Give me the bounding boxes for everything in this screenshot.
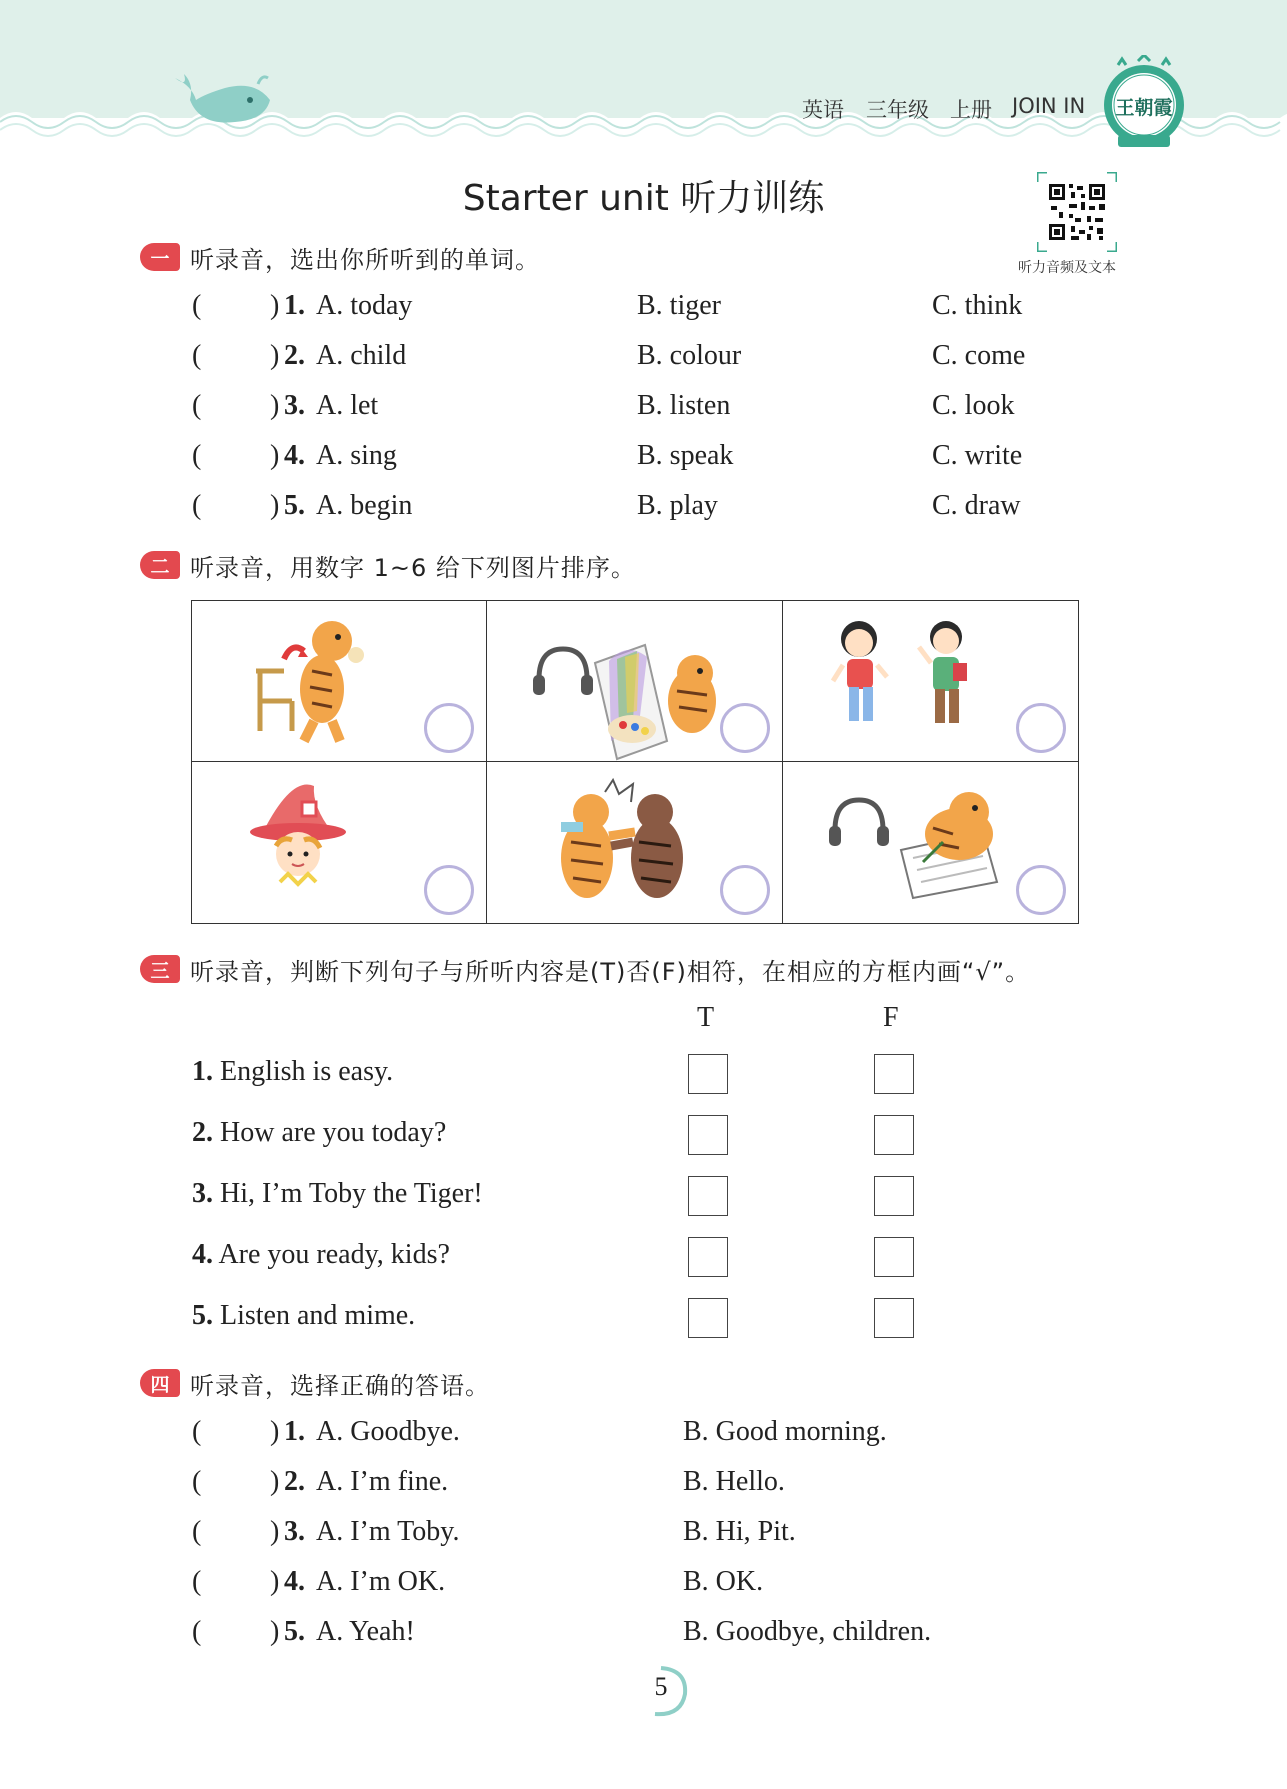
question-number: 5.: [284, 490, 305, 521]
section-1-badge: 一: [140, 243, 180, 271]
statement-number: 5.: [192, 1300, 213, 1331]
option-a: A. Yeah!: [316, 1616, 415, 1647]
option-c: C. look: [932, 390, 1015, 421]
section-2-badge: 二: [140, 551, 180, 579]
option-a: A. let: [316, 390, 379, 421]
option-a: A. today: [316, 290, 413, 321]
true-column-header: T: [697, 1002, 715, 1033]
whale-icon: [170, 70, 280, 135]
option-b: B. tiger: [637, 290, 721, 321]
option-a: A. sing: [316, 440, 397, 471]
order-answer-circle[interactable]: [424, 865, 474, 915]
children-greeting-picture: [783, 601, 1078, 762]
answer-blank-close: ): [270, 490, 280, 521]
question-number: 1.: [284, 1416, 305, 1447]
grade-label: 三年级: [866, 98, 929, 122]
tiger-paint-picture: [487, 601, 782, 762]
answer-blank-close: ): [270, 1616, 280, 1647]
svg-text:王朝霞: 王朝霞: [1115, 97, 1173, 119]
option-c: C. write: [932, 440, 1023, 471]
section-4-instruction: 听录音，选择正确的答语。: [190, 1371, 490, 1400]
qr-caption: 听力音频及文本: [1018, 260, 1116, 276]
section-2-instruction: 听录音，用数字 1~6 给下列图片排序。: [190, 553, 636, 582]
true-checkbox[interactable]: [688, 1298, 728, 1338]
tf-statement-1: [192, 1056, 393, 1088]
option-b: B. Goodbye, children.: [683, 1616, 932, 1647]
order-answer-circle[interactable]: [720, 865, 770, 915]
false-checkbox[interactable]: [874, 1176, 914, 1216]
section-3-header: [140, 952, 1030, 986]
option-b: B. Hello.: [683, 1466, 785, 1497]
option-b: B. Hi, Pit.: [683, 1516, 796, 1547]
answer-blank-close: ): [270, 390, 280, 421]
question-number: 5.: [284, 1616, 305, 1647]
option-c: C. think: [932, 290, 1023, 321]
page-title: Starter unit 听力训练: [462, 178, 825, 219]
true-checkbox[interactable]: [688, 1237, 728, 1277]
tigers-fighting-picture: [487, 762, 782, 923]
option-b: B. OK.: [683, 1566, 764, 1597]
question-number: 3.: [284, 390, 305, 421]
answer-blank-open[interactable]: (: [192, 490, 202, 521]
false-column-header: F: [883, 1002, 899, 1033]
option-c: C. draw: [932, 490, 1021, 521]
statement-text: English is easy.: [213, 1056, 394, 1087]
answer-blank-open[interactable]: (: [192, 1466, 202, 1497]
option-a: A. I’m fine.: [316, 1466, 449, 1497]
option-b: B. colour: [637, 340, 742, 371]
answer-blank-close: ): [270, 290, 280, 321]
false-checkbox[interactable]: [874, 1115, 914, 1155]
option-a: A. I’m Toby.: [316, 1516, 460, 1547]
option-b: B. Good morning.: [683, 1416, 887, 1447]
volume-label: 上册: [950, 98, 992, 122]
statement-text: Are you ready, kids?: [213, 1239, 450, 1270]
true-checkbox[interactable]: [688, 1176, 728, 1216]
order-answer-circle[interactable]: [1016, 703, 1066, 753]
question-number: 2.: [284, 340, 305, 371]
answer-blank-close: ): [270, 440, 280, 471]
statement-text: How are you today?: [213, 1117, 447, 1148]
option-a: A. Goodbye.: [316, 1416, 460, 1447]
true-checkbox[interactable]: [688, 1115, 728, 1155]
option-a: A. begin: [316, 490, 413, 521]
order-answer-circle[interactable]: [720, 703, 770, 753]
false-checkbox[interactable]: [874, 1298, 914, 1338]
picture-grid: [191, 600, 1079, 924]
tiger-stand-up-picture: [192, 601, 487, 762]
statement-number: 4.: [192, 1239, 213, 1270]
series-label: JOIN IN: [1012, 94, 1086, 118]
option-c: C. come: [932, 340, 1026, 371]
tf-statement-5: [192, 1300, 415, 1332]
subject-label: 英语: [802, 98, 844, 122]
option-b: B. play: [637, 490, 718, 521]
section-3-instruction: 听录音，判断下列句子与所听内容是(T)否(F)相符，在相应的方框内画“√”。: [190, 957, 1031, 986]
tf-statement-2: [192, 1117, 446, 1149]
order-answer-circle[interactable]: [1016, 865, 1066, 915]
answer-blank-open[interactable]: (: [192, 1616, 202, 1647]
statement-number: 3.: [192, 1178, 213, 1209]
false-checkbox[interactable]: [874, 1054, 914, 1094]
answer-blank-open[interactable]: (: [192, 1416, 202, 1447]
answer-blank-open[interactable]: (: [192, 290, 202, 321]
true-checkbox[interactable]: [688, 1054, 728, 1094]
witch-hat-kid-picture: [192, 762, 487, 923]
answer-blank-close: ): [270, 1466, 280, 1497]
section-4-header: [140, 1366, 490, 1400]
answer-blank-close: ): [270, 1566, 280, 1597]
tf-statement-3: [192, 1178, 483, 1210]
answer-blank-close: ): [270, 340, 280, 371]
question-number: 4.: [284, 440, 305, 471]
section-2-header: [140, 548, 636, 582]
answer-blank-close: ): [270, 1416, 280, 1447]
order-answer-circle[interactable]: [424, 703, 474, 753]
statement-number: 2.: [192, 1117, 213, 1148]
question-number: 1.: [284, 290, 305, 321]
question-number: 2.: [284, 1466, 305, 1497]
answer-blank-close: ): [270, 1516, 280, 1547]
page-number: 5: [654, 1672, 668, 1701]
answer-blank-open[interactable]: (: [192, 340, 202, 371]
option-a: A. I’m OK.: [316, 1566, 446, 1597]
answer-blank-open[interactable]: (: [192, 390, 202, 421]
false-checkbox[interactable]: [874, 1237, 914, 1277]
answer-blank-open[interactable]: (: [192, 440, 202, 471]
section-1-instruction: 听录音，选出你所听到的单词。: [190, 245, 540, 274]
question-number: 4.: [284, 1566, 305, 1597]
qr-code[interactable]: [1037, 172, 1117, 252]
answer-blank-open[interactable]: (: [192, 1566, 202, 1597]
option-b: B. speak: [637, 440, 734, 471]
option-a: A. child: [316, 340, 407, 371]
tiger-write-picture: [783, 762, 1078, 923]
section-4-badge: 四: [140, 1369, 180, 1397]
statement-text: Listen and mime.: [213, 1300, 416, 1331]
tf-statement-4: [192, 1239, 450, 1271]
question-number: 3.: [284, 1516, 305, 1547]
option-b: B. listen: [637, 390, 731, 421]
section-1-header: [140, 240, 540, 274]
section-3-badge: 三: [140, 955, 180, 983]
statement-number: 1.: [192, 1056, 213, 1087]
statement-text: Hi, I’m Toby the Tiger!: [213, 1178, 483, 1209]
answer-blank-open[interactable]: (: [192, 1516, 202, 1547]
brand-logo: [1100, 55, 1188, 150]
